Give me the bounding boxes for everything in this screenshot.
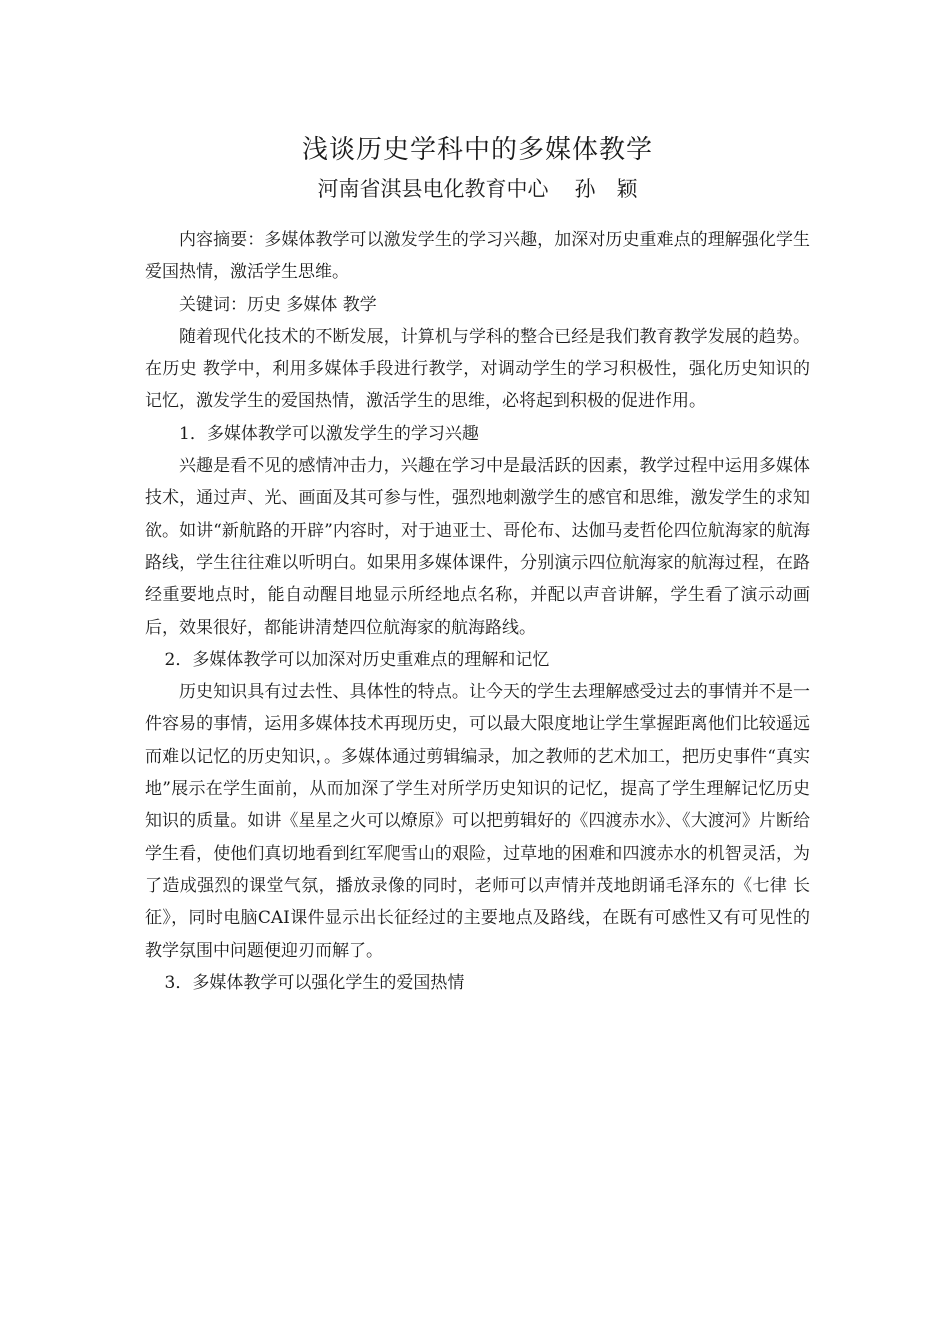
section-1-heading: 1．多媒体教学可以激发学生的学习兴趣 (179, 423, 479, 444)
abstract-paragraph: 内容摘要：多媒体教学可以激发学生的学习兴趣，加深对历史重难点的理解强化学生爱国热情，激活学生思维。 (145, 230, 810, 283)
section-2-paragraph: 历史知识具有过去性、具体性的特点。让今天的学生去理解感受过去的事情并不是一件容易的事情，运用多媒体技术再现历史，可以最大限度地让学生掌握距离他们比较遥远而难以记忆的历史知识，。多媒体通过剪辑编录，加之教师的艺术加工，把历史事件“真实地”展示在学生面前，从而加深了学生对所学历史知识的记忆，提高了学生理解记忆历史知识的质量。如讲《星星之火可以燎原》可以把剪辑好的《四渡赤水》、《大渡河》片断给学生看，使他们真切地看到红军爬雪山的艰险，过草地的困难和四渡赤水的机智灵活，为了造成强烈的课堂气氛，播放录像的同时，老师可以声情并茂地朗诵毛泽东的《七律 长征》，同时电脑CAI课件显示出长征经过的主要地点及路线，在既有可感性又有可见性的教学氛围中问题便迎刃而解了。 (145, 682, 810, 961)
section-1-paragraph: 兴趣是看不见的感情冲击力，兴趣在学习中是最活跃的因素，教学过程中运用多媒体技术，通过声、光、画面及其可参与性，强烈地刺激学生的感官和思维，激发学生的求知欲。如讲“新航路的开辟”内容时，对于迪亚士、哥伦布、达伽马麦哲伦四位航海家的航海路线，学生往往难以听明白。如果用多媒体课件，分别演示四位航海家的航海过程，在路经重要地点时，能自动醒目地显示所经地点名称，并配以声音讲解，学生看了演示动画后，效果很好，都能讲清楚四位航海家的航海路线。 (145, 456, 810, 638)
author-organization: 河南省淇县电化教育中心 (317, 177, 549, 201)
intro-paragraph: 随着现代化技术的不断发展，计算机与学科的整合已经是我们教育教学发展的趋势。在历史 教学中，利用多媒体手段进行教学，对调动学生的学习积极性，强化历史知识的记忆，激发学生的爱国热情，激活学生的思维，必将起到积极的促进作用。 (145, 326, 810, 412)
document-title: 浅谈历史学科中的多媒体教学 (301, 135, 653, 165)
author-line (145, 172, 810, 206)
author-name: 孙 颖 (574, 177, 638, 201)
keywords-line: 关键词：历史 多媒体 教学 (179, 294, 377, 315)
section-3-heading: 3．多媒体教学可以强化学生的爱国热情 (164, 972, 465, 993)
document-page (145, 128, 810, 999)
section-2-heading: 2．多媒体教学可以加深对历史重难点的理解和记忆 (164, 649, 550, 670)
